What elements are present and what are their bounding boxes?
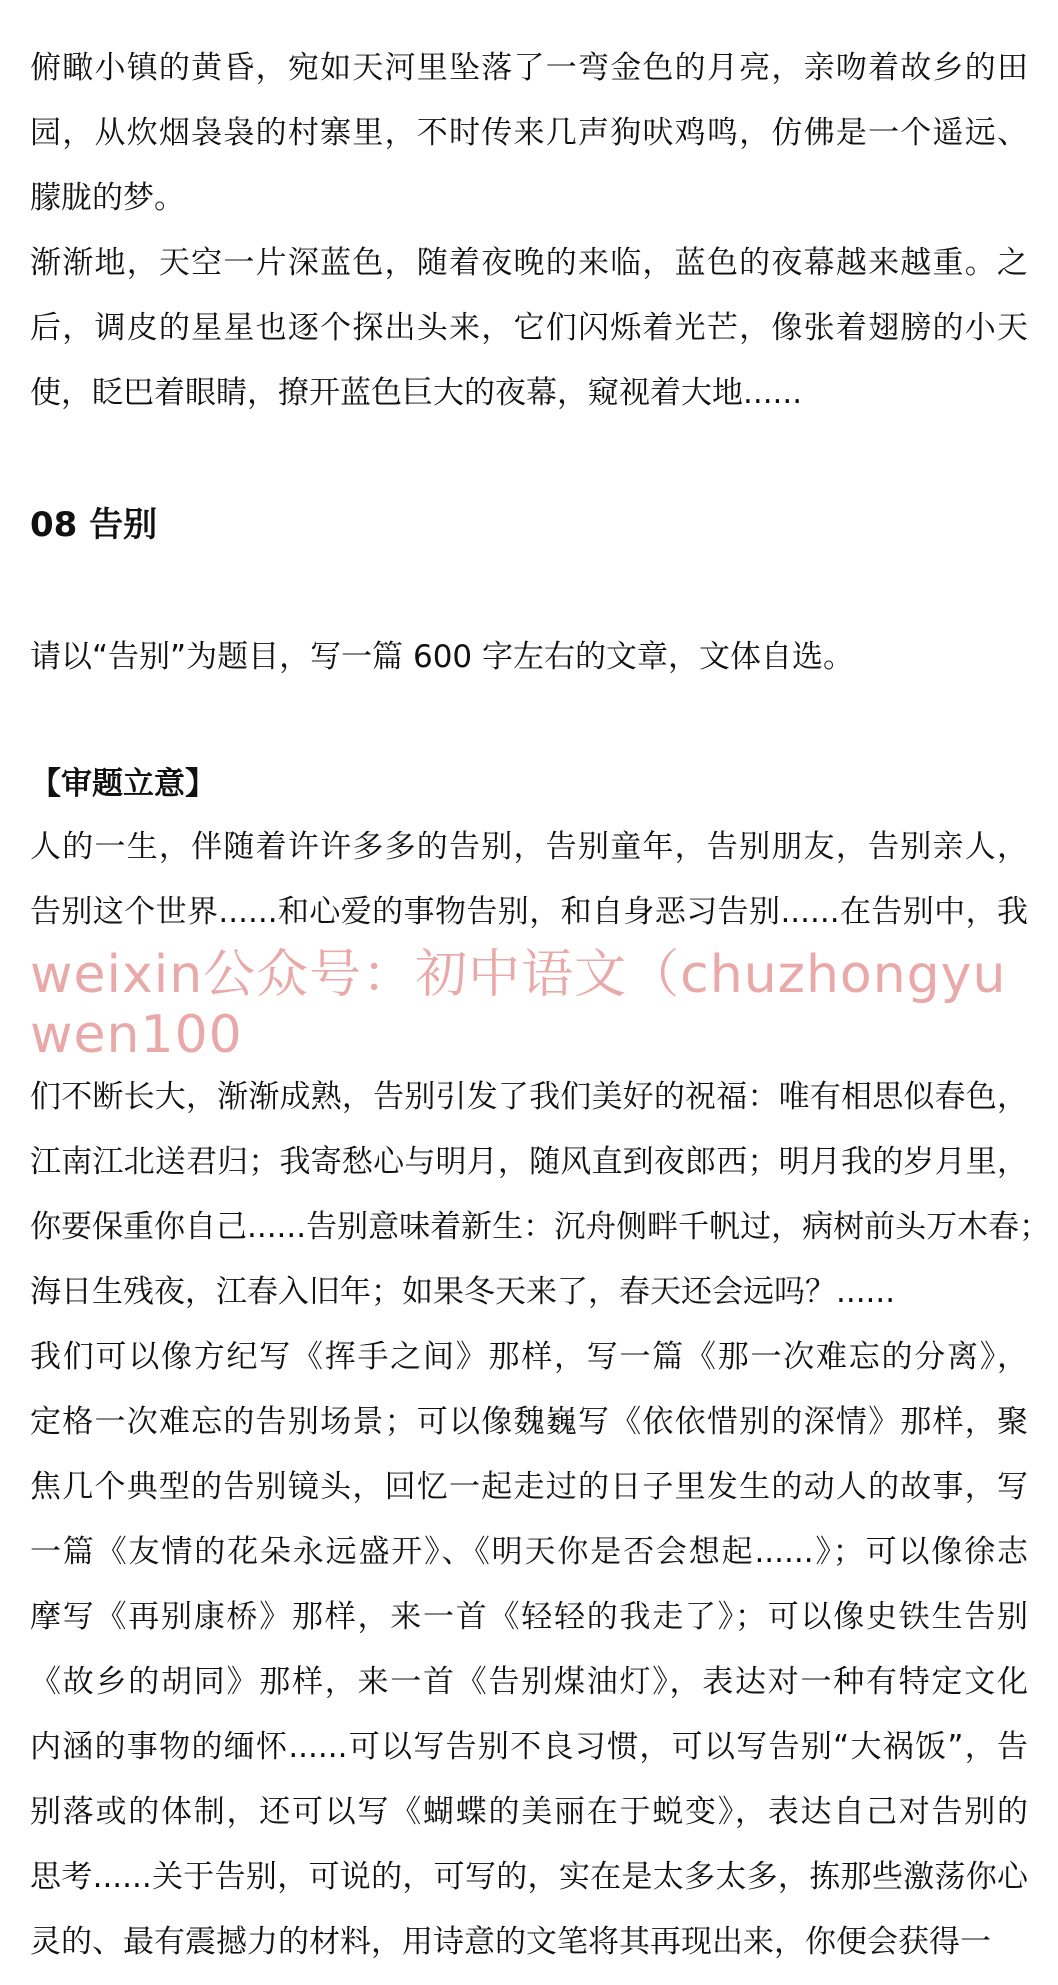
text-line: 江南江北送君归；我寄愁心与明月，随风直到夜郎西；明月我的岁月里， (30, 1144, 1028, 1180)
watermark: weixin公众号：初中语文（chuzhongyuwen100 (30, 945, 1007, 1065)
text-line: 《故乡的胡同》那样，来一首《告别煤油灯》，表达对一种有特定文化 (30, 1664, 1028, 1700)
essay-prompt-block (30, 625, 1028, 690)
text-line: 人的一生，伴随着许许多多的告别，告别童年，告别朋友，告别亲人， (30, 829, 1028, 865)
analysis-text (30, 815, 1051, 1975)
text-line: 我们可以像方纪写《挥手之间》那样，写一篇《那一次难忘的分离》， (30, 1339, 1028, 1375)
text-line: 内涵的事物的缅怀......可以写告别不良习惯，可以写告别“大祸饭”，告 (30, 1729, 1028, 1765)
text-line: 摩写《再别康桥》那样，来一首《轻轻的我走了》；可以像史铁生告别 (30, 1599, 1028, 1635)
essay-prompt: 请以“告别”为题目，写一篇 600 字左右的文章，文体自选。 (30, 639, 854, 675)
text-line: 渐渐地，天空一片深蓝色，随着夜晚的来临，蓝色的夜幕越来越重。之 (30, 245, 1028, 281)
text-line: 灵的、最有震撼力的材料，用诗意的文笔将其再现出来，你便会获得一 (30, 1924, 991, 1960)
analysis-label: 【审题立意】 (30, 766, 216, 802)
text-line: 俯瞰小镇的黄昏，宛如天河里坠落了一弯金色的月亮，亲吻着故乡的田 (30, 50, 1028, 86)
analysis-label-block (30, 752, 1028, 817)
paragraph (30, 815, 1051, 1325)
text-line: 焦几个典型的告别镜头，回忆一起走过的日子里发生的动人的故事，写 (30, 1469, 1028, 1505)
text-line: 一篇《友情的花朵永远盛开》、《明天你是否会想起......》；可以像徐志 (30, 1534, 1028, 1570)
text-line: 定格一次难忘的告别场景；可以像魏巍写《依依惜别的深情》那样，聚 (30, 1404, 1028, 1440)
paragraph (30, 36, 1028, 231)
intro-text (30, 36, 1028, 426)
text-line: 朦胧的梦。 (30, 180, 185, 216)
paragraph (30, 1325, 1028, 1975)
text-line: 告别这个世界......和心爱的事物告别，和自身恶习告别......在告别中，我 (30, 894, 1028, 930)
text-line: 园，从炊烟袅袅的村寨里，不时传来几声狗吠鸡鸣，仿佛是一个遥远、 (30, 115, 1028, 151)
text-line: 们不断长大，渐渐成熟，告别引发了我们美好的祝福：唯有相思似春色， (30, 1079, 1028, 1115)
text-line: 后，调皮的星星也逐个探出头来，它们闪烁着光芒，像张着翅膀的小天 (30, 310, 1028, 346)
text-line: 别落或的体制，还可以写《蝴蝶的美丽在于蜕变》，表达自己对告别的 (30, 1794, 1028, 1830)
text-line: 使，眨巴着眼睛，撩开蓝色巨大的夜幕，窥视着大地...... (30, 375, 803, 411)
section-heading: 08 告别 (30, 505, 158, 545)
paragraph (30, 231, 1028, 426)
text-line: 思考......关于告别，可说的，可写的，实在是太多太多，拣那些激荡你心 (30, 1859, 1028, 1895)
text-line: 海日生残夜，江春入旧年；如果冬天来了，春天还会远吗？...... (30, 1274, 896, 1310)
text-line: 你要保重你自己......告别意味着新生：沉舟侧畔千帆过，病树前头万木春； (30, 1209, 1051, 1245)
